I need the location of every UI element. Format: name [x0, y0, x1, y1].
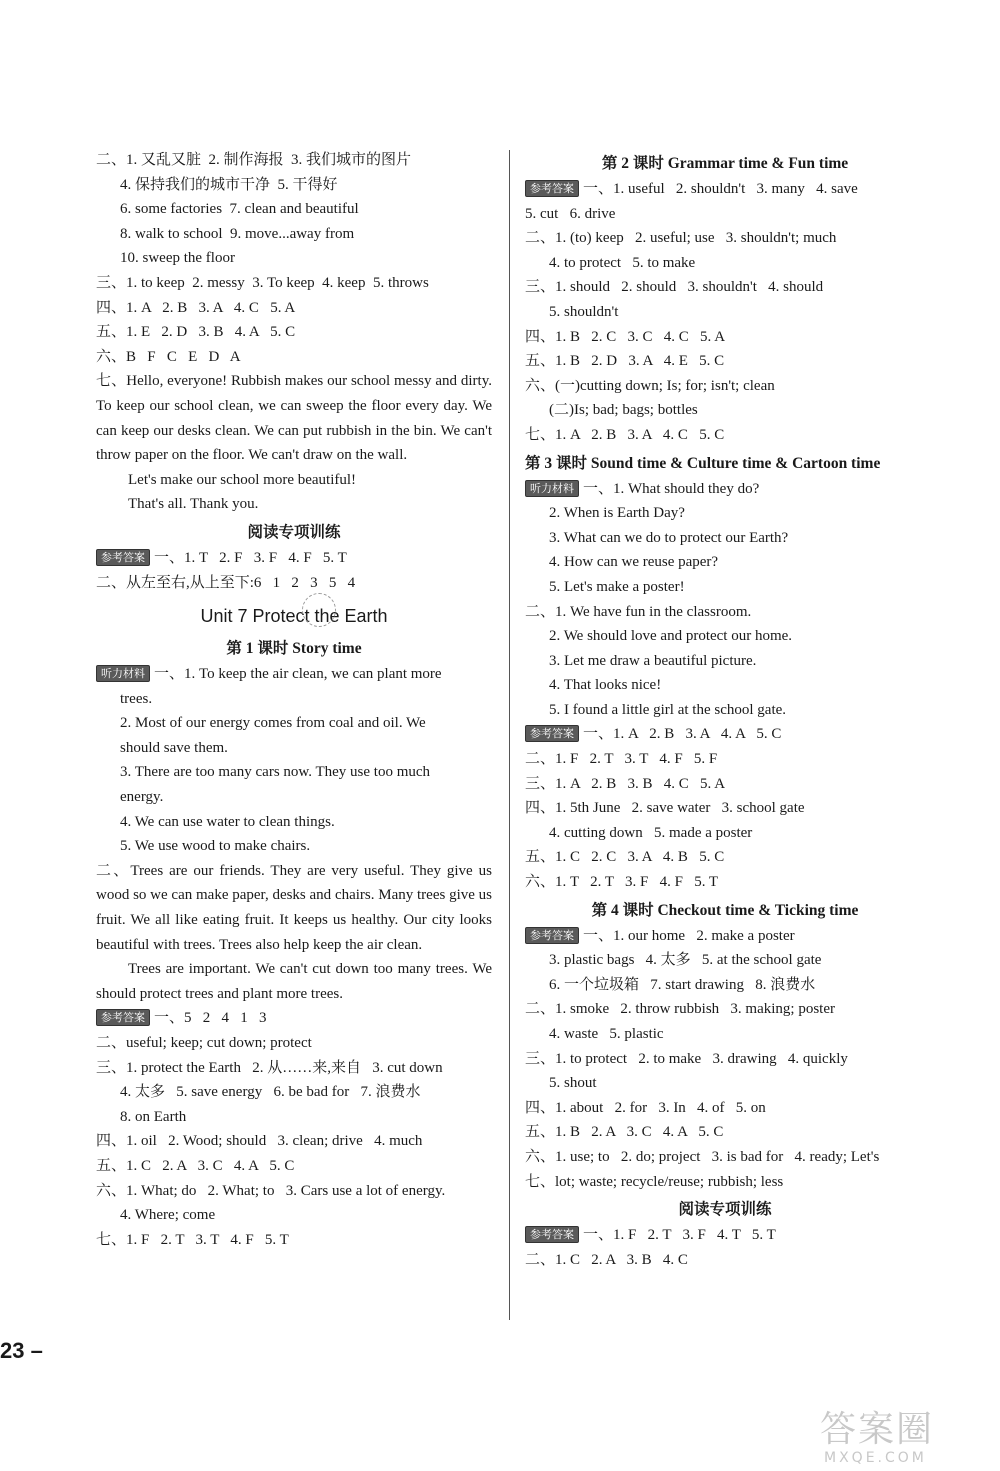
answer-text: 3. Let me draw a beautiful picture.	[549, 652, 757, 669]
answer-text: 4. We can use water to clean things.	[120, 813, 335, 830]
answer-text: 一、5 2 4 1 3	[154, 1010, 267, 1027]
answer-text: 四、1. oil 2. Wood; should 3. clean; drive 4. much	[96, 1133, 423, 1150]
answer-text: 二、1. 又乱又脏 2. 制作海报 3. 我们城市的图片	[96, 152, 412, 168]
answer-line	[525, 374, 925, 399]
answer-text: 2. We should love and protect our home.	[549, 628, 793, 645]
answer-line	[96, 1129, 492, 1154]
answer-text: 3. There are too many cars now. They use too much	[120, 764, 431, 781]
answer-line	[96, 859, 492, 957]
answer-line	[525, 772, 925, 797]
answer-line	[96, 810, 492, 835]
answer-line	[96, 271, 492, 296]
answer-text: 一、1. F 2. T 3. F 4. T 5. T	[583, 1227, 776, 1244]
answer-text: 一、1. To keep the air clean, we can plant more	[154, 666, 442, 683]
answer-text: 四、1. 5th June 2. save water 3. school gate	[525, 800, 805, 817]
answer-text: 4. cutting down 5. made a poster	[549, 824, 753, 841]
answer-line	[96, 468, 492, 493]
section-heading: 阅读专项训练	[247, 523, 341, 541]
answer-line	[525, 501, 925, 526]
answer-line	[525, 747, 925, 772]
answer-line	[96, 546, 492, 571]
answer-text: 四、1. about 2. for 3. In 4. of 5. on	[525, 1099, 766, 1116]
answer-text: 二、从左至右,从上至下:6 1 2 3 5 4	[96, 574, 356, 591]
answer-line	[96, 662, 492, 687]
answer-text: 五、1. B 2. D 3. A 4. E 5. C	[525, 353, 725, 370]
answer-text: energy.	[120, 789, 164, 806]
section-heading: 第 2 课时 Grammar time & Fun time	[601, 155, 849, 172]
answer-line	[525, 973, 925, 998]
answer-text: 二、1. smoke 2. throw rubbish 3. making; poster	[525, 1001, 835, 1018]
answer-line	[525, 1022, 925, 1047]
watermark-logo	[820, 1410, 990, 1466]
answer-line	[525, 423, 925, 448]
answer-text: Trees are important. We can't cut down too many trees. We should protect trees and plant more trees.	[96, 961, 492, 1002]
answer-line	[525, 698, 925, 723]
answer-text: 五、1. C 2. C 3. A 4. B 5. C	[525, 849, 725, 866]
answer-text: 一、1. T 2. F 3. F 4. F 5. T	[154, 549, 347, 566]
answer-tag: 参考答案	[525, 180, 579, 197]
answer-text: 4. waste 5. plastic	[549, 1026, 664, 1042]
watermark-cn: 答案圈	[820, 1409, 935, 1450]
answer-line	[525, 349, 925, 374]
answer-line	[525, 600, 925, 625]
answer-line	[96, 345, 492, 370]
answer-line	[525, 649, 925, 674]
answer-line	[96, 1179, 492, 1204]
answer-text: 6. some factories 7. clean and beautiful	[120, 201, 359, 218]
answer-line	[525, 1120, 925, 1145]
answer-text: 二、1. (to) keep 2. useful; use 3. shouldn't; much	[525, 230, 837, 247]
answer-line	[96, 1056, 492, 1081]
answer-line	[525, 477, 925, 502]
answer-line	[525, 1071, 925, 1096]
answer-line	[96, 1105, 492, 1130]
answer-line	[96, 296, 492, 321]
answer-line	[525, 624, 925, 649]
unit-title	[96, 599, 492, 633]
answer-text: 4. 保持我们的城市干净 5. 干得好	[120, 176, 338, 193]
section-heading: 第 3 课时 Sound time & Culture time & Cartoon time	[525, 454, 881, 472]
answer-line	[525, 997, 925, 1022]
answer-text: 5. shouldn't	[549, 303, 619, 320]
answer-line	[96, 320, 492, 345]
answer-text: That's all. Thank you.	[128, 496, 259, 513]
answer-text: 二、1. F 2. T 3. T 4. F 5. F	[525, 751, 718, 768]
answer-line	[525, 948, 925, 973]
answer-line	[96, 173, 492, 198]
answer-line	[96, 148, 492, 173]
answer-line	[96, 571, 492, 596]
answer-tag: 听力材料	[96, 665, 150, 682]
answer-text: 五、1. B 2. A 3. C 4. A 5. C	[525, 1124, 724, 1141]
answer-text: 五、1. E 2. D 3. B 4. A 5. C	[96, 324, 296, 341]
answer-text: 3. plastic bags 4. 太多 5. at the school gate	[549, 952, 822, 969]
left-column	[96, 148, 492, 1252]
page-number: 23 –	[0, 1338, 43, 1363]
answer-text: 七、lot; waste; recycle/reuse; rubbish; less	[525, 1173, 784, 1190]
answer-text: 三、1. should 2. should 3. shouldn't 4. should	[525, 279, 824, 296]
answer-text: 4. to protect 5. to make	[549, 254, 696, 271]
answer-text: 3. What can we do to protect our Earth?	[549, 529, 789, 546]
answer-line	[525, 398, 925, 423]
answer-line	[96, 736, 492, 761]
answer-text: 四、1. A 2. B 3. A 4. C 5. A	[96, 299, 296, 316]
answer-tag: 参考答案	[96, 549, 150, 566]
answer-text: 三、1. protect the Earth 2. 从……来,来自 3. cut down	[96, 1059, 443, 1076]
answer-line	[96, 1203, 492, 1228]
answer-line	[525, 924, 925, 949]
answer-text: 七、Hello, everyone! Rubbish makes our school messy and dirty. To keep our school clean, we can sweep the floor every day. We can keep our desks clean. We can put rubbish in the bin. We can't throw paper on the floor. We can't draw on the wall.	[96, 373, 492, 464]
answer-line	[525, 1223, 925, 1248]
answer-text: 4. Where; come	[120, 1207, 216, 1224]
column-divider	[509, 150, 510, 1320]
answer-text: 五、1. C 2. A 3. C 4. A 5. C	[96, 1157, 295, 1174]
answer-text: 5. cut 6. drive	[525, 205, 616, 222]
answer-text: 七、1. F 2. T 3. T 4. F 5. T	[96, 1231, 289, 1248]
answer-text: 六、(一)cutting down; Is; for; isn't; clean	[525, 377, 775, 394]
answer-line	[96, 246, 492, 271]
answer-line	[96, 957, 492, 1006]
answer-line	[96, 1228, 492, 1253]
answer-line	[96, 687, 492, 712]
answer-text: 一、1. useful 2. shouldn't 3. many 4. save	[583, 181, 858, 197]
answer-line	[96, 1031, 492, 1056]
answer-tag: 参考答案	[525, 725, 579, 742]
answer-line	[525, 325, 925, 350]
answer-text: 5. Let's make a poster!	[549, 578, 685, 595]
answer-line	[525, 1248, 925, 1273]
answer-line	[525, 673, 925, 698]
unit-title-text: Unit 7 Protect the Earth	[200, 606, 388, 627]
answer-line	[96, 1080, 492, 1105]
answer-line	[96, 760, 492, 785]
answer-line	[96, 1154, 492, 1179]
answer-line	[525, 177, 925, 202]
answer-text: 8. walk to school 9. move...away from	[120, 225, 355, 242]
answer-text: 三、1. A 2. B 3. B 4. C 5. A	[525, 775, 726, 792]
answer-text: 5. We use wood to make chairs.	[120, 838, 311, 855]
answer-line	[96, 834, 492, 859]
stamp-icon	[302, 593, 336, 627]
answer-tag: 参考答案	[96, 1009, 150, 1026]
answer-line	[525, 845, 925, 870]
answer-line	[525, 1170, 925, 1195]
answer-text: 8. on Earth	[120, 1108, 187, 1125]
answer-text: 一、1. What should they do?	[583, 480, 760, 497]
answer-line	[525, 275, 925, 300]
answer-text: 四、1. B 2. C 3. C 4. C 5. A	[525, 328, 726, 345]
answer-text: 六、B F C E D A	[96, 348, 241, 365]
answer-line	[525, 1047, 925, 1072]
answer-text: 5. shout	[549, 1075, 597, 1092]
answer-line	[96, 785, 492, 810]
answer-line	[96, 711, 492, 736]
answer-line	[525, 226, 925, 251]
answer-line	[525, 1145, 925, 1170]
answer-text: 4. That looks nice!	[549, 677, 662, 694]
answer-text: 三、1. to protect 2. to make 3. drawing 4. quickly	[525, 1050, 848, 1067]
answer-text: 2. When is Earth Day?	[549, 505, 685, 522]
answer-text: 一、1. our home 2. make a poster	[583, 927, 795, 944]
answer-text: 2. Most of our energy comes from coal and oil. We	[120, 715, 426, 732]
answer-text: 二、1. C 2. A 3. B 4. C	[525, 1251, 688, 1268]
answer-line	[96, 492, 492, 517]
answer-line	[525, 796, 925, 821]
answer-text: (二)Is; bad; bags; bottles	[549, 402, 698, 419]
answer-line	[525, 550, 925, 575]
answer-text: 5. I found a little girl at the school gate.	[549, 701, 787, 718]
answer-text: 六、1. use; to 2. do; project 3. is bad for 4. ready; Let's	[525, 1148, 880, 1165]
answer-line	[525, 821, 925, 846]
answer-line	[525, 1096, 925, 1121]
answer-tag: 参考答案	[525, 1226, 579, 1243]
answer-line	[525, 575, 925, 600]
answer-line	[525, 202, 925, 227]
answer-text: 二、1. We have fun in the classroom.	[525, 603, 752, 620]
section-heading: 阅读专项训练	[678, 1201, 772, 1219]
answer-line	[525, 526, 925, 551]
answer-text: 七、1. A 2. B 3. A 4. C 5. C	[525, 426, 725, 443]
answer-text: 6. 一个垃圾箱 7. start drawing 8. 浪费水	[549, 976, 816, 993]
section-heading: 第 4 课时 Checkout time & Ticking time	[591, 901, 859, 919]
answer-text: 4. 太多 5. save energy 6. be bad for 7. 浪费水	[120, 1084, 421, 1101]
answer-line	[525, 870, 925, 895]
answer-text: 10. sweep the floor	[120, 250, 235, 267]
right-column	[525, 148, 925, 1272]
answer-line	[96, 369, 492, 467]
watermark-en: MXQE.COM	[824, 1450, 927, 1466]
answer-text: 4. How can we reuse paper?	[549, 554, 719, 571]
answer-line	[525, 251, 925, 276]
answer-line	[96, 197, 492, 222]
answer-text: 六、1. What; do 2. What; to 3. Cars use a lot of energy.	[96, 1182, 446, 1199]
answer-line	[525, 300, 925, 325]
answer-text: 三、1. to keep 2. messy 3. To keep 4. keep 5. throws	[96, 274, 429, 291]
answer-line	[96, 222, 492, 247]
answer-text: should save them.	[120, 739, 228, 756]
answer-text: 二、Trees are our friends. They are very useful. They give us wood so we can make paper, desks and chairs. Many trees give us fruit. We all like eating fruit. It keeps us healthy. Our city looks beautiful with trees. Trees also help keep the air clean.	[96, 862, 492, 953]
answer-text: Let's make our school more beautiful!	[128, 471, 357, 488]
answer-text: 六、1. T 2. T 3. F 4. F 5. T	[525, 874, 719, 891]
answer-tag: 听力材料	[525, 480, 579, 497]
answer-text: 二、useful; keep; cut down; protect	[96, 1035, 312, 1051]
answer-tag: 参考答案	[525, 927, 579, 944]
section-heading: 第 1 课时 Story time	[226, 640, 362, 658]
answer-line	[525, 722, 925, 747]
answer-text: trees.	[120, 690, 153, 707]
answer-line	[96, 1006, 492, 1031]
answer-text: 一、1. A 2. B 3. A 4. A 5. C	[583, 726, 782, 743]
